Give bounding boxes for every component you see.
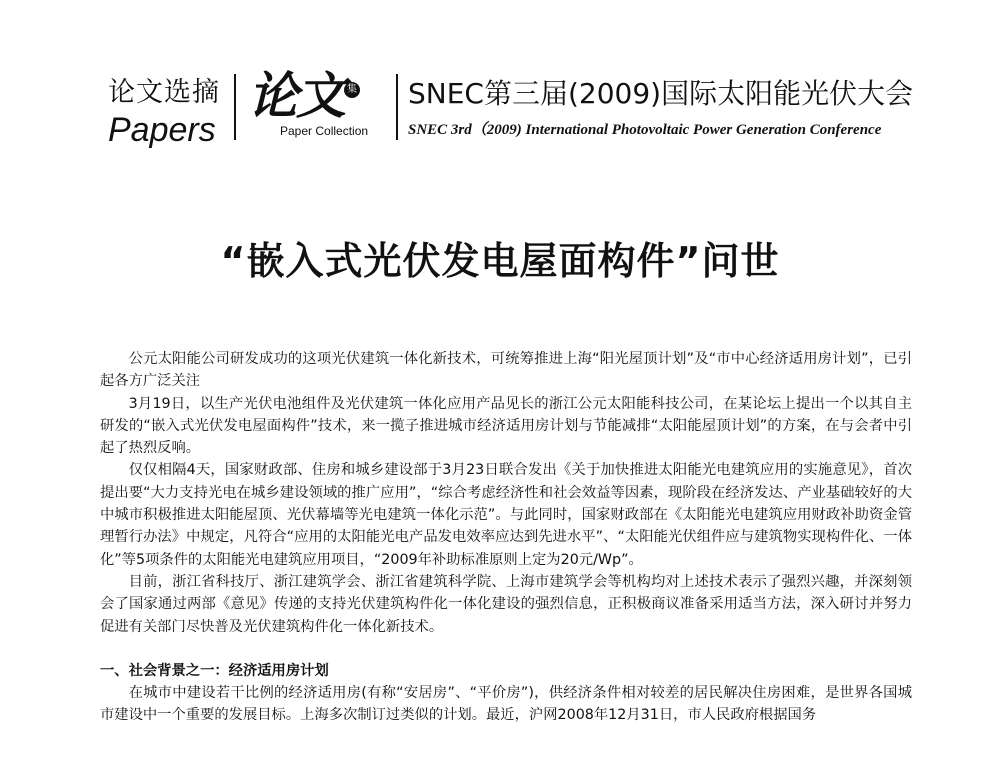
logo-calligraphy: 论文 <box>248 66 344 125</box>
conference-title <box>408 72 913 139</box>
paragraph-lead: 公元太阳能公司研发成功的这项光伏建筑一体化新技术，可统筹推进上海“阳光屋顶计划”及“市中心经济适用房计划”，已引起各方广泛关注 <box>100 351 912 390</box>
column-label-zh: 论文选摘 <box>108 77 220 108</box>
header-divider-left <box>234 74 236 140</box>
logo-subtitle: Paper Collection <box>280 124 369 138</box>
page-header <box>100 64 920 149</box>
article-title: “嵌入式光伏发电屋面构件”问世 <box>220 239 780 283</box>
conference-title-en: SNEC 3rd（2009) International Photovoltaic Power Generation Conference <box>408 122 882 138</box>
paragraph: 3月19日，以生产光伏电池组件及光伏建筑一体化应用产品见长的浙江公元太阳能科技公司，在某论坛上提出一个以其自主研发的“嵌入式光伏发电屋面构件”技术，来一揽子推进城市经济适用房计划与节能减排“太阳能屋顶计划”的方案，在与会者中引起了热烈反响。 <box>100 395 912 457</box>
paragraph: 仅仅相隔4天，国家财政部、住房和城乡建设部于3月23日联合发出《关于加快推进太阳能光电建筑应用的实施意见》，首次提出要“大力支持光电在城乡建设领域的推广应用”，“综合考虑经济性和社会效益等因素，现阶段在经济发达、产业基础较好的大中城市积极推进太阳能屋顶、光伏幕墙等光电建筑一体化示范”。与此同时，国家财政部在《太阳能光电建筑应用财政补助资金管理暂行办法》中规定，凡符合“应用的太阳能光电产品发电效率应达到先进水平”、“太阳能光伏组件应与建筑物实现构件化、一体化”等5项条件的太阳能光电建筑应用项目，“2009年补助标准原则上定为20元/Wp”。 <box>100 462 912 568</box>
paragraph: 在城市中建设若干比例的经济适用房(有称“安居房”、“平价房”)，供经济条件相对较差的居民解决住房困难，是世界各国城市建设中一个重要的发展目标。上海多次制订过类似的计划。最近，沪网2008年12月31日，市人民政府根据国务 <box>100 685 912 724</box>
column-label <box>108 70 220 150</box>
conference-title-zh: SNEC第三届(2009)国际太阳能光伏大会 <box>408 77 914 110</box>
paper-collection-logo <box>248 64 388 144</box>
logo-seal-icon: 集 <box>344 82 360 98</box>
article-body <box>100 348 912 727</box>
column-label-en: Papers <box>108 111 216 149</box>
header-divider-right <box>396 74 398 140</box>
paragraph: 目前，浙江省科技厅、浙江建筑学会、浙江省建筑科学院、上海市建筑学会等机构均对上述技术表示了强烈兴趣，并深刻领会了国家通过两部《意见》传递的支持光伏建筑构件化一体化建设的强烈信息，正积极商议准备采用适当方法，深入研讨并努力促进有关部门尽快普及光伏建筑构件化一体化新技术。 <box>100 573 912 635</box>
section-heading: 一、社会背景之一：经济适用房计划 <box>100 662 329 679</box>
